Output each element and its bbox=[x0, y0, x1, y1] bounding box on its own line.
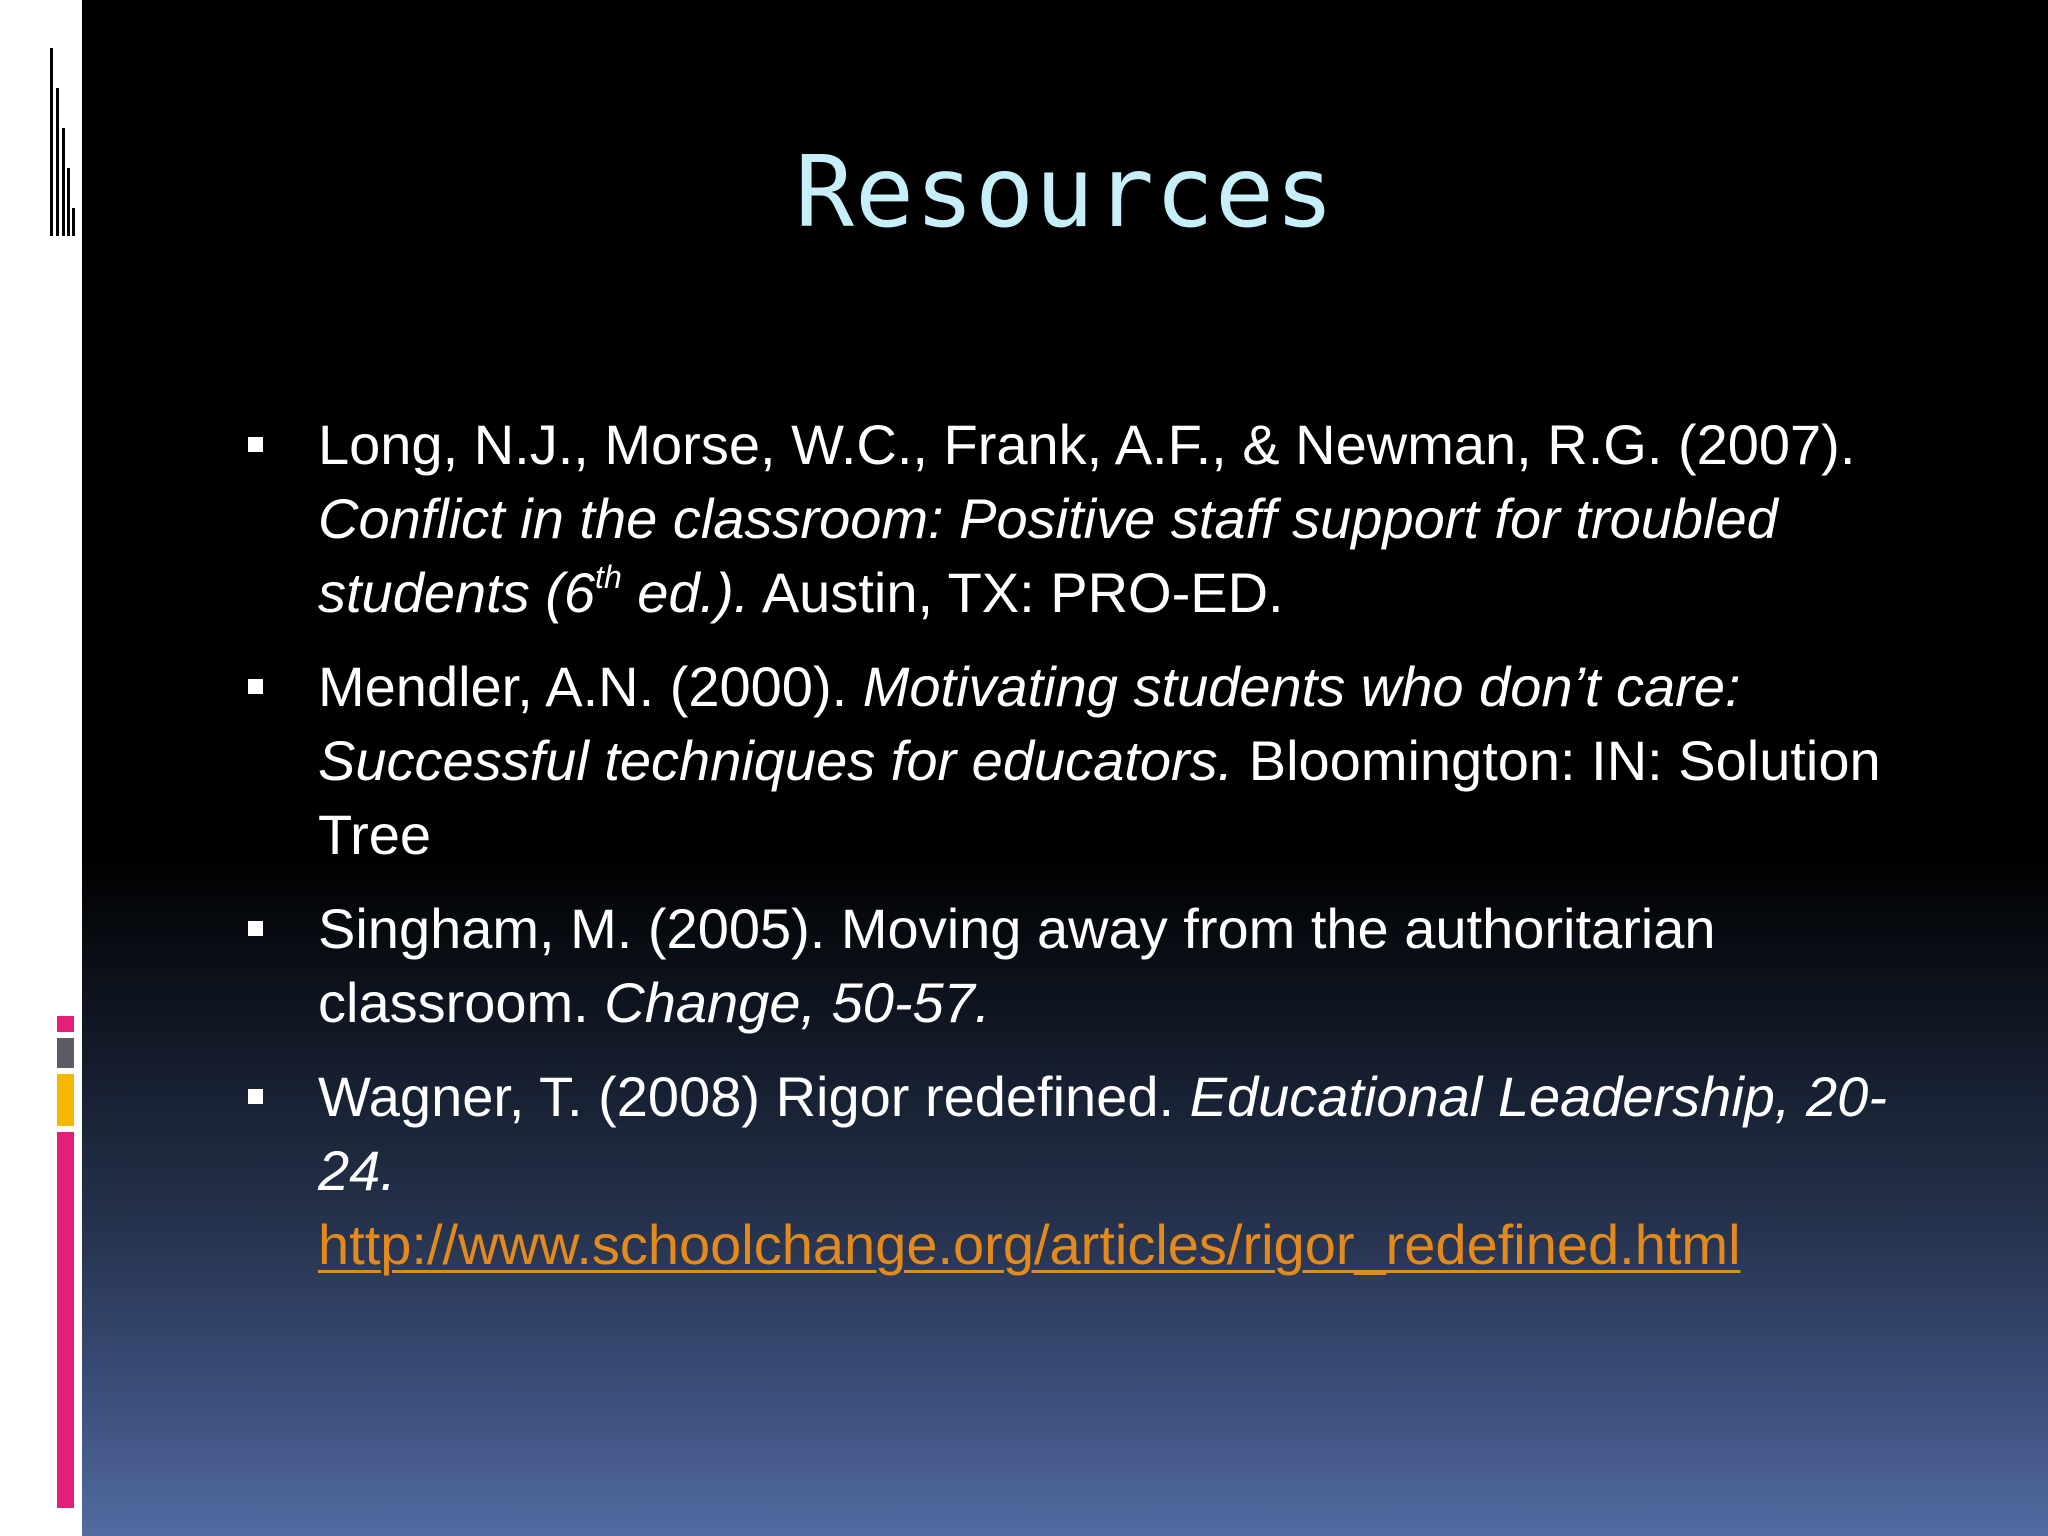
reference-text: Long, N.J., Morse, W.C., Frank, A.F., & Newman, R.G. (2007). bbox=[318, 413, 1856, 476]
left-decorative-strip bbox=[0, 0, 82, 1536]
reference-edition-italic: ed.). bbox=[621, 561, 750, 624]
reference-text: Wagner, T. (2008) Rigor redefined. bbox=[318, 1065, 1190, 1128]
accent-pink-bar bbox=[57, 1132, 74, 1508]
reference-item-singham bbox=[240, 892, 1940, 1040]
accent-yellow-block bbox=[57, 1074, 74, 1126]
reference-list bbox=[240, 408, 1940, 1302]
decor-bar bbox=[72, 208, 75, 236]
accent-gray-block bbox=[57, 1038, 74, 1068]
reference-title-italic: Conflict in the classroom: Positive staff support for troubled students (6 bbox=[318, 487, 1778, 624]
reference-text: Mendler, A.N. (2000). bbox=[318, 655, 863, 718]
reference-item-wagner bbox=[240, 1060, 1940, 1282]
reference-journal-italic: Change, 50-57. bbox=[604, 971, 991, 1034]
reference-publisher: Bloomington: IN: Solution Tree bbox=[318, 729, 1881, 866]
reference-item-mendler bbox=[240, 650, 1940, 872]
reference-text: Singham, M. (2005). Moving away from the authoritarian classroom. bbox=[318, 897, 1716, 1034]
square-bullet-icon bbox=[248, 437, 263, 452]
decor-bar bbox=[50, 48, 53, 236]
decor-bar bbox=[56, 88, 59, 236]
reference-url-link[interactable]: http://www.schoolchange.org/articles/rigor_redefined.html bbox=[318, 1213, 1741, 1276]
square-bullet-icon bbox=[248, 679, 263, 694]
square-bullet-icon bbox=[248, 921, 263, 936]
decor-bar bbox=[67, 168, 70, 236]
reference-journal-italic: Educational Leadership, 20-24. bbox=[318, 1065, 1887, 1202]
edition-superscript: th bbox=[595, 559, 622, 596]
accent-pink-block bbox=[57, 1016, 74, 1032]
slide-title: Resources bbox=[794, 136, 1335, 250]
decor-bar bbox=[62, 128, 65, 236]
reference-title-italic: Motivating students who don’t care: Successful techniques for educators. bbox=[318, 655, 1741, 792]
reference-item-long bbox=[240, 408, 1940, 630]
square-bullet-icon bbox=[248, 1089, 263, 1104]
reference-publisher: Austin, TX: PRO-ED. bbox=[749, 561, 1284, 624]
